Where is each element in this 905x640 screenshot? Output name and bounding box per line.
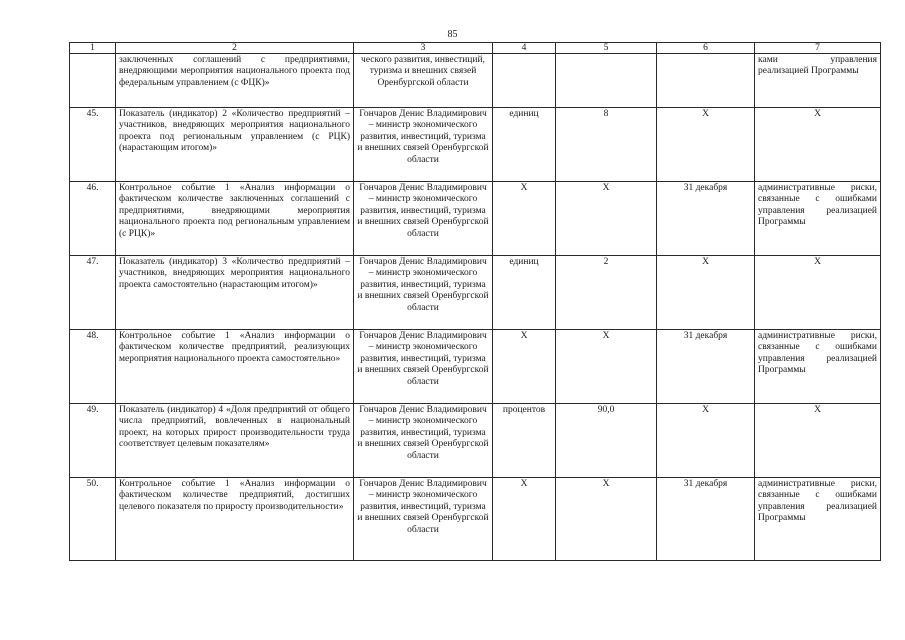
row-risk: X bbox=[755, 404, 881, 478]
row-unit: X bbox=[493, 182, 556, 256]
row-number: 50. bbox=[70, 478, 116, 561]
row-unit: X bbox=[493, 478, 556, 561]
row-date: X bbox=[657, 108, 755, 182]
table-row bbox=[70, 182, 881, 256]
table-row bbox=[70, 54, 881, 108]
row-description: Показатель (индикатор) 2 «Количество предприятий – участников, внедряющих мероприятия национального проекта под региональным управлением (с РЦК) (нарастающим итогом)» bbox=[116, 108, 354, 182]
row-description: Показатель (индикатор) 4 «Доля предприятий от общего числа предприятий, вовлеченных в национальный проект, на которых прирост производительности труда соответствует целевым показателям» bbox=[116, 404, 354, 478]
row-unit: процентов bbox=[493, 404, 556, 478]
row-value: 90,0 bbox=[556, 404, 657, 478]
row-responsible: Гончаров Денис Владимирович – министр экономического развития, инвестиций, туризма и внешних связей Оренбургской области bbox=[354, 330, 493, 404]
row-responsible: Гончаров Денис Владимирович – министр экономического развития, инвестиций, туризма и внешних связей Оренбургской области bbox=[354, 478, 493, 561]
row-risk: административные риски, связанные с ошибками управления реализацией Программы bbox=[755, 182, 881, 256]
row-description: Контрольное событие 1 «Анализ информации о фактическом количестве заключенных соглашений с предприятиями, внедряющими мероприятия национального проекта под региональным управлением (с РЦК)» bbox=[116, 182, 354, 256]
row-description: Контрольное событие 1 «Анализ информации о фактическом количестве предприятий, реализующих мероприятия национального проекта самостоятельно» bbox=[116, 330, 354, 404]
header-col-6: 6 bbox=[657, 43, 755, 54]
table-row bbox=[70, 404, 881, 478]
row-unit: единиц bbox=[493, 108, 556, 182]
table-row bbox=[70, 256, 881, 330]
header-col-2: 2 bbox=[116, 43, 354, 54]
table-row bbox=[70, 330, 881, 404]
header-col-7: 7 bbox=[755, 43, 881, 54]
row-date: 31 декабря bbox=[657, 182, 755, 256]
row-number: 48. bbox=[70, 330, 116, 404]
header-row bbox=[70, 43, 881, 54]
header-col-3: 3 bbox=[354, 43, 493, 54]
row-responsible: Гончаров Денис Владимирович – министр экономического развития, инвестиций, туризма и внешних связей Оренбургской области bbox=[354, 108, 493, 182]
row-date: X bbox=[657, 404, 755, 478]
table-row bbox=[70, 108, 881, 182]
row-risk: X bbox=[755, 108, 881, 182]
row-description: Показатель (индикатор) 3 «Количество предприятий – участников, внедряющих мероприятия национального проекта самостоятельно (нарастающим итогом)» bbox=[116, 256, 354, 330]
row-risk: административные риски, связанные с ошибками управления реализацией Программы bbox=[755, 478, 881, 561]
row-value: X bbox=[556, 478, 657, 561]
row-responsible: ческого развития, инвестиций, туризма и внешних связей Оренбургской области bbox=[354, 54, 493, 108]
row-unit: X bbox=[493, 330, 556, 404]
row-value: X bbox=[556, 182, 657, 256]
row-value: 8 bbox=[556, 108, 657, 182]
header-col-1: 1 bbox=[70, 43, 116, 54]
page-number: 85 bbox=[447, 29, 458, 40]
row-number: 49. bbox=[70, 404, 116, 478]
row-responsible: Гончаров Денис Владимирович – министр экономического развития, инвестиций, туризма и внешних связей Оренбургской области bbox=[354, 256, 493, 330]
row-unit: единиц bbox=[493, 256, 556, 330]
row-responsible: Гончаров Денис Владимирович – министр экономического развития, инвестиций, туризма и внешних связей Оренбургской области bbox=[354, 404, 493, 478]
row-date: X bbox=[657, 256, 755, 330]
row-risk: ками управления реализацией Программы bbox=[755, 54, 881, 108]
row-description: заключенных соглашений с предприятиями, внедряющими мероприятия национального проекта под федеральным управлением (с ФЦК)» bbox=[116, 54, 354, 108]
row-number: 47. bbox=[70, 256, 116, 330]
row-unit bbox=[493, 54, 556, 108]
row-date: 31 декабря bbox=[657, 478, 755, 561]
row-number bbox=[70, 54, 116, 108]
row-number: 46. bbox=[70, 182, 116, 256]
program-table bbox=[69, 42, 881, 561]
row-date bbox=[657, 54, 755, 108]
row-value: 2 bbox=[556, 256, 657, 330]
row-responsible: Гончаров Денис Владимирович – министр экономического развития, инвестиций, туризма и внешних связей Оренбургской области bbox=[354, 182, 493, 256]
row-value bbox=[556, 54, 657, 108]
row-value: X bbox=[556, 330, 657, 404]
row-number: 45. bbox=[70, 108, 116, 182]
header-col-4: 4 bbox=[493, 43, 556, 54]
row-risk: административные риски, связанные с ошибками управления реализацией Программы bbox=[755, 330, 881, 404]
row-description: Контрольное событие 1 «Анализ информации о фактическом количестве предприятий, достигших целевого показателя по приросту производительности» bbox=[116, 478, 354, 561]
row-risk: X bbox=[755, 256, 881, 330]
row-date: 31 декабря bbox=[657, 330, 755, 404]
header-col-5: 5 bbox=[556, 43, 657, 54]
table-row bbox=[70, 478, 881, 561]
